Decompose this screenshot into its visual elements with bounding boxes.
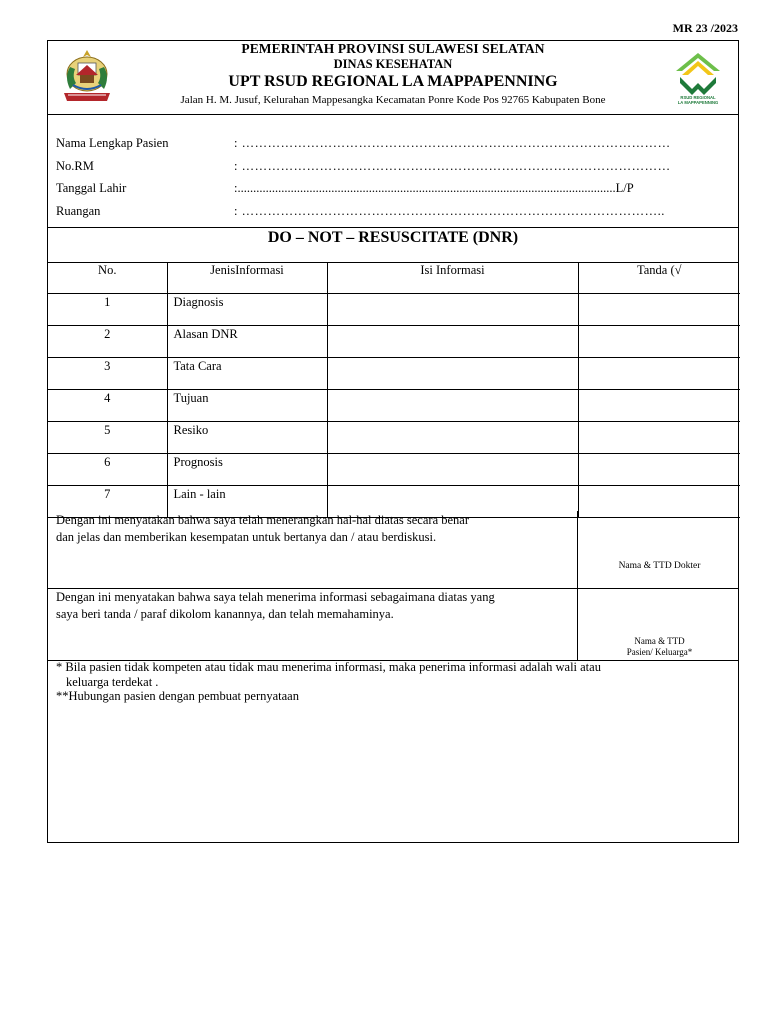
header-address: Jalan H. M. Jusuf, Kelurahan Mappesangka Kecamatan Ponre Kode Pos 92765 Kabupaten Bone bbox=[180, 94, 606, 106]
document-code: MR 23 /2023 bbox=[672, 21, 738, 35]
row-sign-cell[interactable] bbox=[578, 454, 740, 486]
row-sign-cell[interactable] bbox=[578, 422, 740, 454]
row-sign-cell[interactable] bbox=[578, 390, 740, 422]
row-sign-cell[interactable] bbox=[578, 326, 740, 358]
row-info-type: Tata Cara bbox=[167, 358, 327, 390]
row-number: 7 bbox=[48, 486, 167, 518]
footnote-1-continued: keluarga terdekat . bbox=[66, 674, 159, 689]
row-info-content-cell[interactable] bbox=[327, 294, 578, 326]
doctor-statement-line1: Dengan ini menyatakan bahwa saya telah menerangkan hal-hal diatas secara benar bbox=[56, 513, 470, 527]
patient-dob-row bbox=[56, 181, 634, 196]
doctor-statement bbox=[48, 511, 738, 589]
hospital-logo-icon bbox=[668, 47, 728, 105]
row-info-type: Diagnosis bbox=[167, 294, 327, 326]
patient-room-row bbox=[56, 204, 665, 219]
doctor-statement-line2: dan jelas dan memberikan kesempatan untuk bertanya dan / atau berdiskusi. bbox=[56, 530, 437, 544]
patient-dob-field[interactable]: :.........................................................................................................................L/P bbox=[234, 181, 634, 195]
row-info-content-cell[interactable] bbox=[327, 326, 578, 358]
patient-signature-box[interactable] bbox=[577, 588, 741, 660]
patient-signature-label: Nama & TTD bbox=[634, 636, 685, 646]
table-row bbox=[48, 390, 740, 422]
row-number: 5 bbox=[48, 422, 167, 454]
header-hospital: UPT RSUD REGIONAL LA MAPPAPENNING bbox=[228, 73, 558, 90]
patient-room-field[interactable]: : …………………………………………………………………………………….. bbox=[234, 204, 665, 218]
column-header-no: No. bbox=[48, 262, 167, 294]
row-info-type: Alasan DNR bbox=[167, 326, 327, 358]
row-info-type: Tujuan bbox=[167, 390, 327, 422]
row-number: 3 bbox=[48, 358, 167, 390]
form-title: DO – NOT – RESUSCITATE (DNR) bbox=[48, 227, 738, 263]
table-row bbox=[48, 294, 740, 326]
patient-rm-label: No.RM bbox=[56, 159, 94, 173]
patient-rm-field[interactable]: : ……………………………………………………………………………………… bbox=[234, 159, 671, 173]
form-frame bbox=[47, 40, 739, 843]
row-info-type: Resiko bbox=[167, 422, 327, 454]
row-number: 2 bbox=[48, 326, 167, 358]
patient-dob-label: Tanggal Lahir bbox=[56, 181, 127, 195]
patient-signature-relation: Pasien/ Keluarga* bbox=[626, 647, 693, 657]
column-header-tanda: Tanda (√ bbox=[578, 262, 740, 294]
patient-name-row bbox=[56, 136, 671, 151]
information-table bbox=[48, 262, 740, 518]
table-row bbox=[48, 358, 740, 390]
table-header-row bbox=[48, 262, 740, 294]
footnote-2: **Hubungan pasien dengan pembuat pernyataan bbox=[56, 689, 299, 703]
row-sign-cell[interactable] bbox=[578, 358, 740, 390]
column-header-isi: Isi Informasi bbox=[327, 262, 578, 294]
row-sign-cell[interactable] bbox=[578, 294, 740, 326]
patient-statement-line2: saya beri tanda / paraf dikolom kanannya, dan telah memahaminya. bbox=[56, 607, 394, 621]
patient-name-label: Nama Lengkap Pasien bbox=[56, 136, 169, 150]
row-info-type: Prognosis bbox=[167, 454, 327, 486]
header-department: DINAS KESEHATAN bbox=[333, 57, 453, 71]
table-row bbox=[48, 326, 740, 358]
letterhead bbox=[48, 41, 738, 115]
doctor-signature-box[interactable] bbox=[577, 511, 741, 588]
patient-statement bbox=[48, 588, 738, 661]
patient-rm-row bbox=[56, 159, 671, 174]
patient-statement-line1: Dengan ini menyatakan bahwa saya telah menerima informasi sebagaimana diatas yang bbox=[56, 590, 495, 604]
patient-info-section bbox=[48, 114, 738, 228]
row-info-content-cell[interactable] bbox=[327, 390, 578, 422]
logo-text-1: RSUD REGIONAL bbox=[680, 95, 716, 100]
logo-text-2: LA MAPPAPENNING bbox=[677, 100, 719, 105]
footnotes bbox=[56, 660, 726, 704]
row-info-content-cell[interactable] bbox=[327, 358, 578, 390]
footnote-1: * Bila pasien tidak kompeten atau tidak mau menerima informasi, maka penerima informasi adalah wali atau bbox=[56, 660, 601, 674]
row-info-content-cell[interactable] bbox=[327, 454, 578, 486]
row-info-content-cell[interactable] bbox=[327, 422, 578, 454]
row-info-type: Lain - lain bbox=[167, 486, 327, 518]
header-province: PEMERINTAH PROVINSI SULAWESI SELATAN bbox=[241, 41, 545, 56]
column-header-jenis: JenisInformasi bbox=[167, 262, 327, 294]
patient-room-label: Ruangan bbox=[56, 204, 101, 218]
table-row bbox=[48, 454, 740, 486]
row-number: 1 bbox=[48, 294, 167, 326]
doctor-signature-label: Nama & TTD Dokter bbox=[618, 561, 701, 571]
row-number: 4 bbox=[48, 390, 167, 422]
row-number: 6 bbox=[48, 454, 167, 486]
table-row bbox=[48, 422, 740, 454]
patient-name-field[interactable]: : ……………………………………………………………………………………… bbox=[234, 136, 671, 150]
